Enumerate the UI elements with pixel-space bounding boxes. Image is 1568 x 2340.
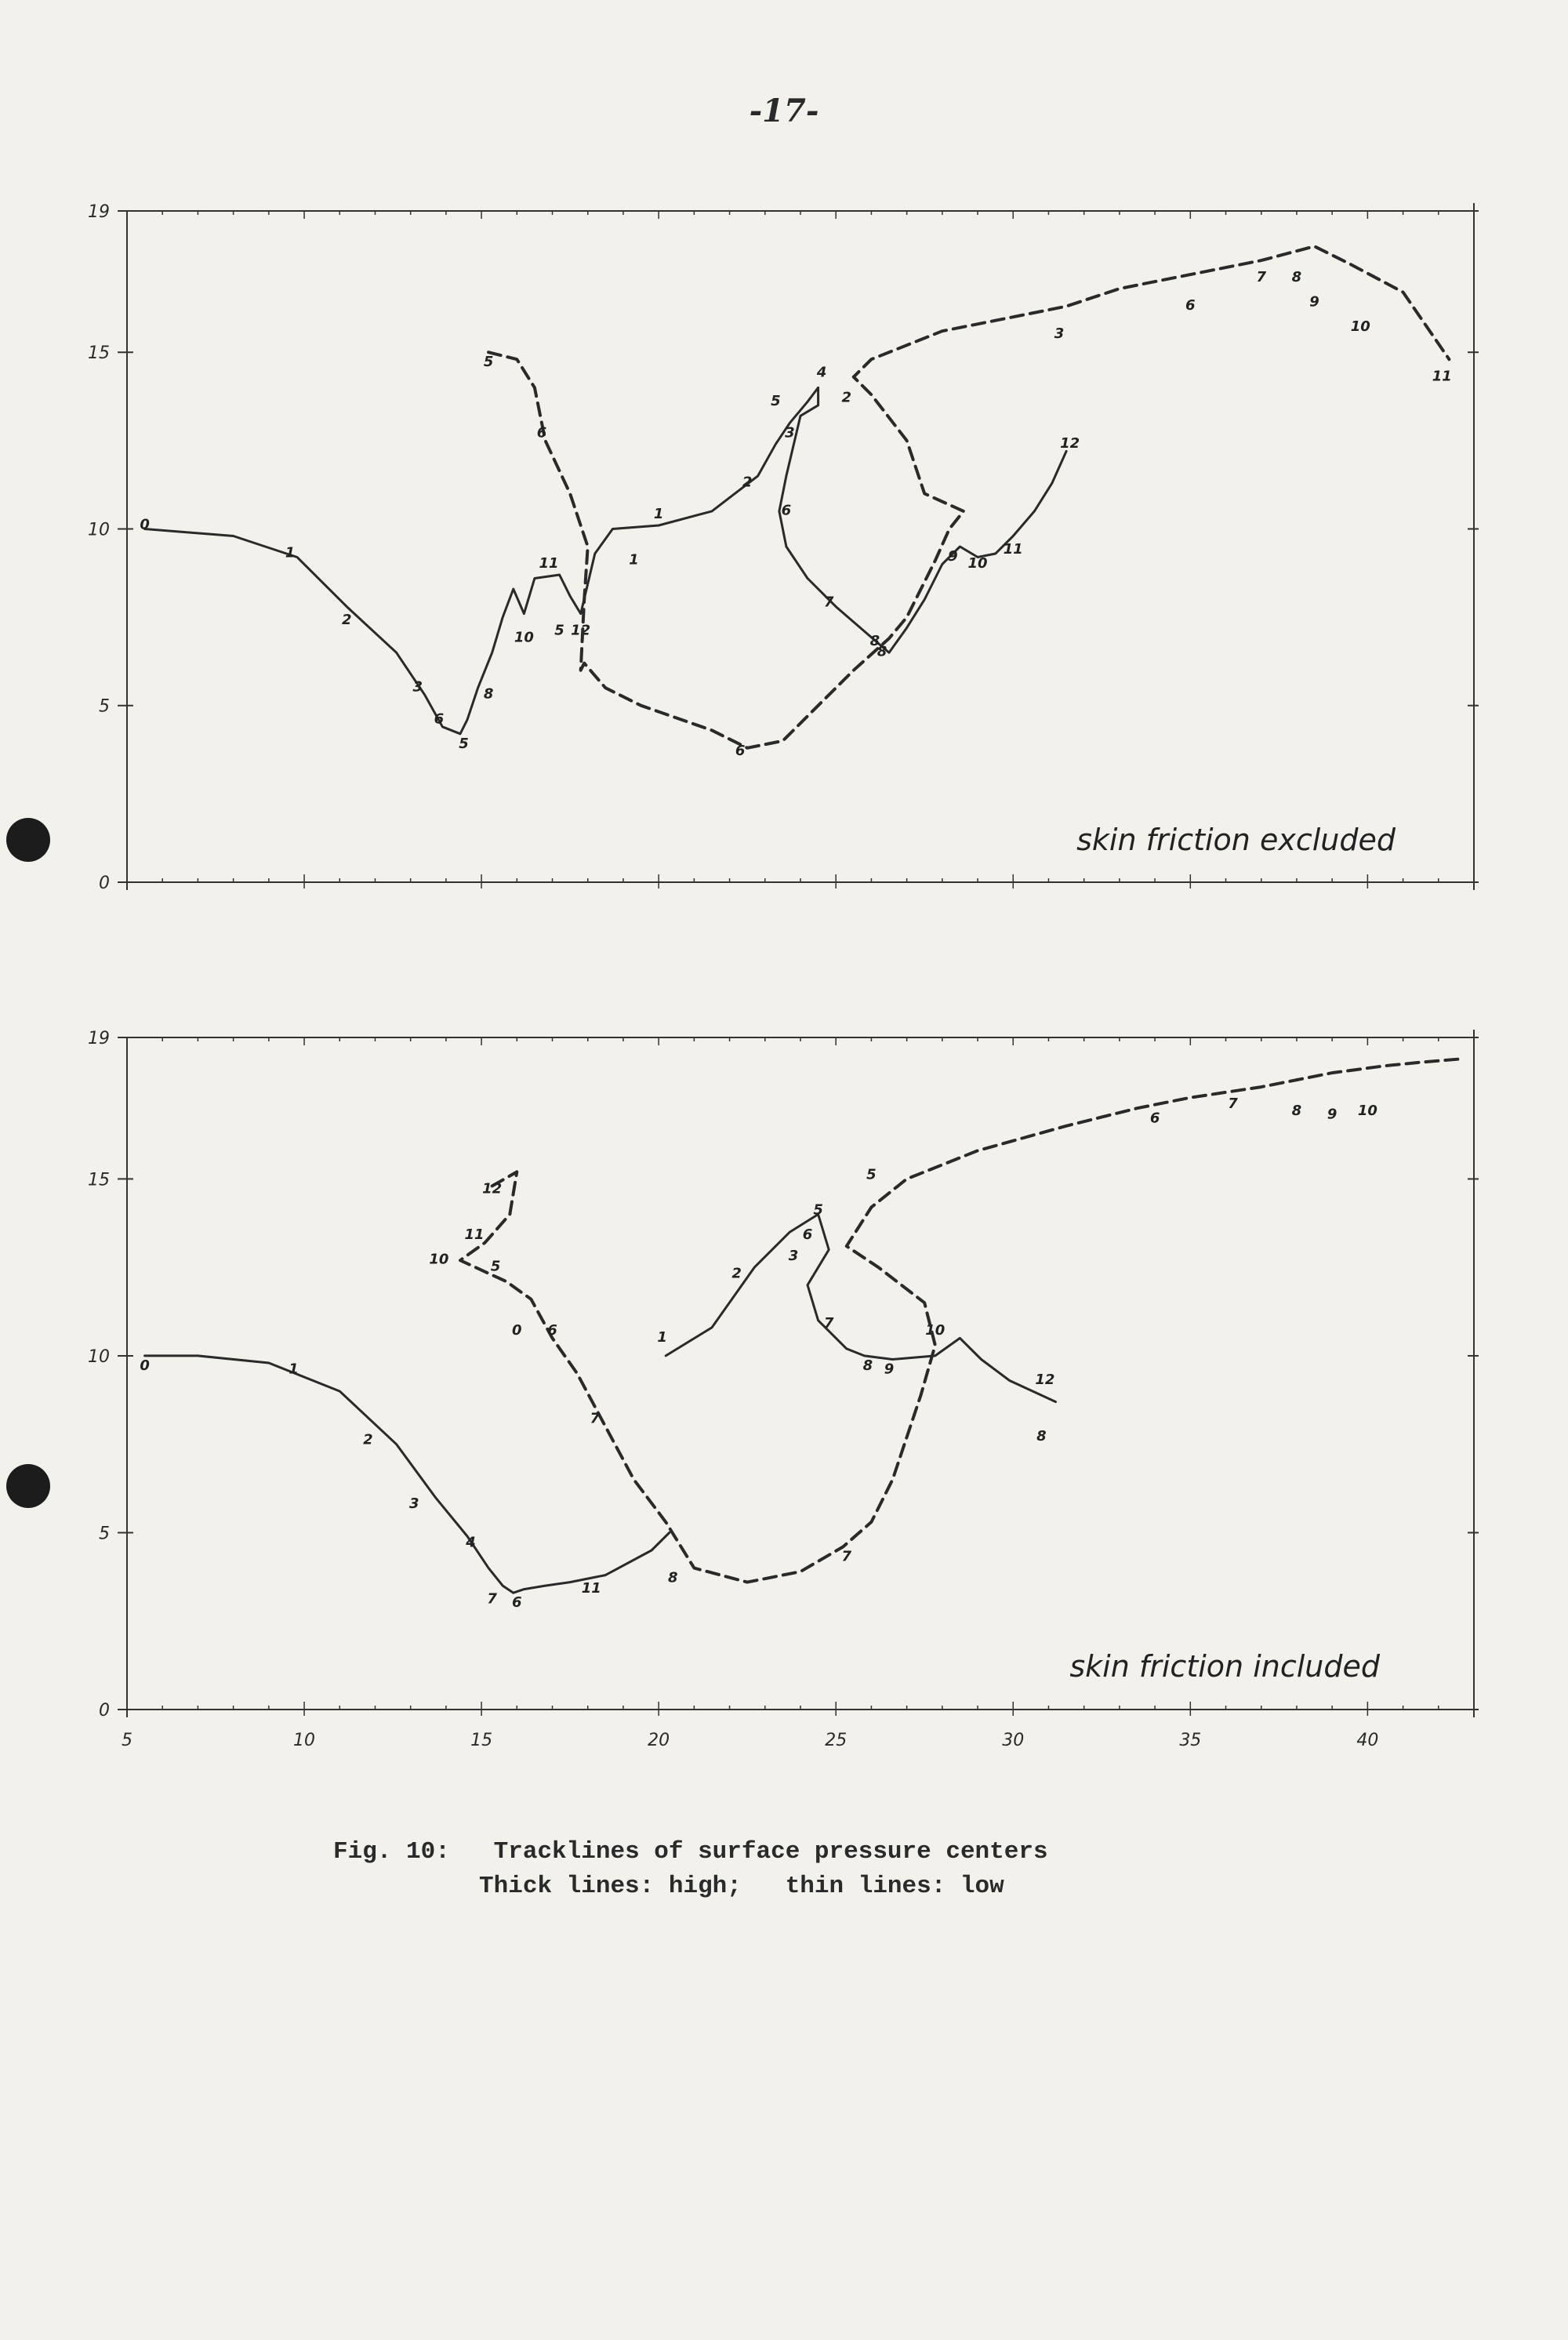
track-point-label: 9 bbox=[1309, 293, 1319, 311]
figure-caption bbox=[333, 1835, 1048, 1904]
track-point-label: 3 bbox=[785, 424, 795, 441]
track-point-label: 5 bbox=[490, 1258, 501, 1275]
track-point-label: 5 bbox=[483, 354, 494, 371]
track-point-label: 11 bbox=[1003, 541, 1023, 558]
track-point-label: 12 bbox=[1035, 1372, 1055, 1389]
track-point-label: 10 bbox=[1350, 318, 1370, 336]
track-point-label: 11 bbox=[581, 1580, 601, 1597]
track-point-label: 3 bbox=[412, 678, 423, 696]
track-point-label: 6 bbox=[781, 502, 792, 519]
trackline-solid bbox=[145, 387, 1067, 734]
trackline-solid bbox=[145, 1356, 670, 1593]
track-point-label: 5 bbox=[554, 622, 564, 639]
track-point-label: 2 bbox=[742, 474, 753, 491]
track-point-label: 6 bbox=[434, 710, 445, 728]
track-point-label: 0 bbox=[512, 1321, 522, 1339]
track-point-label: 8 bbox=[667, 1569, 678, 1586]
track-point-label: 7 bbox=[1228, 1096, 1238, 1113]
caption-line1: Tracklines of surface pressure centers bbox=[493, 1838, 1048, 1866]
panel-title: skin friction excluded bbox=[1076, 823, 1396, 857]
y-tick-label: 10 bbox=[88, 520, 110, 540]
y-tick-label: 15 bbox=[88, 1170, 110, 1190]
track-point-label: 11 bbox=[464, 1226, 485, 1244]
track-point-label: 7 bbox=[1256, 269, 1267, 286]
y-tick-label: 5 bbox=[99, 1524, 110, 1544]
y-tick-label: 15 bbox=[88, 343, 110, 364]
track-point-label: 6 bbox=[536, 424, 547, 441]
track-point-label: 1 bbox=[285, 544, 296, 561]
track-point-label: 8 bbox=[1291, 269, 1302, 286]
x-tick-label: 20 bbox=[648, 1731, 670, 1750]
track-point-label: 1 bbox=[653, 505, 664, 522]
track-point-label: 5 bbox=[813, 1201, 823, 1219]
track-point-label: 10 bbox=[1357, 1103, 1377, 1120]
punch-hole-top bbox=[6, 818, 50, 862]
track-point-label: 4 bbox=[466, 1534, 476, 1551]
track-point-label: 6 bbox=[735, 742, 746, 759]
y-tick-label: 19 bbox=[88, 1029, 110, 1048]
track-point-label: 5 bbox=[771, 392, 781, 409]
track-point-label: 7 bbox=[823, 1314, 834, 1332]
y-tick-label: 0 bbox=[99, 874, 110, 893]
track-point-label: 3 bbox=[1054, 325, 1065, 343]
track-point-label: 6 bbox=[547, 1321, 557, 1339]
x-tick-label: 35 bbox=[1179, 1731, 1202, 1750]
track-point-label: 1 bbox=[629, 551, 639, 569]
y-tick-label: 5 bbox=[99, 696, 110, 717]
track-point-label: 11 bbox=[539, 555, 559, 572]
punch-hole-bottom bbox=[6, 1464, 50, 1508]
track-point-label: 2 bbox=[363, 1431, 373, 1448]
panel-title: skin friction included bbox=[1069, 1649, 1380, 1684]
track-point-label: 5 bbox=[866, 1166, 877, 1183]
x-tick-label: 5 bbox=[122, 1731, 132, 1750]
track-point-label: 8 bbox=[862, 1357, 873, 1374]
track-point-label: 10 bbox=[967, 555, 988, 572]
caption-line2: Thick lines: high; thin lines: low bbox=[479, 1873, 1004, 1900]
track-point-label: 9 bbox=[1327, 1106, 1338, 1123]
track-point-label: 0 bbox=[140, 1357, 150, 1374]
chart-top bbox=[88, 202, 1479, 893]
track-point-label: 2 bbox=[841, 389, 852, 406]
x-tick-label: 25 bbox=[825, 1731, 848, 1750]
track-point-label: 5 bbox=[459, 735, 469, 752]
x-tick-label: 10 bbox=[293, 1731, 316, 1750]
track-point-label: 10 bbox=[925, 1321, 946, 1339]
track-point-label: 1 bbox=[289, 1361, 299, 1378]
track-point-label: 2 bbox=[342, 612, 352, 629]
trackline-dashed bbox=[460, 1059, 1463, 1582]
track-point-label: 11 bbox=[1432, 368, 1452, 385]
trackline-solid bbox=[666, 1215, 1055, 1402]
track-point-label: 10 bbox=[514, 629, 534, 646]
track-point-label: 6 bbox=[1149, 1110, 1160, 1127]
x-tick-label: 40 bbox=[1356, 1731, 1379, 1750]
track-point-label: 8 bbox=[1036, 1428, 1047, 1445]
track-point-label: 7 bbox=[590, 1410, 601, 1427]
track-point-label: 8 bbox=[869, 633, 880, 650]
track-point-label: 7 bbox=[487, 1590, 497, 1608]
track-point-label: 7 bbox=[823, 594, 834, 611]
track-point-label: 6 bbox=[1185, 297, 1196, 314]
track-point-label: 0 bbox=[140, 516, 150, 533]
track-point-label: 6 bbox=[512, 1594, 522, 1611]
track-point-label: 8 bbox=[1291, 1103, 1302, 1120]
track-point-label: 4 bbox=[816, 364, 827, 381]
track-point-label: 8 bbox=[483, 685, 494, 703]
track-point-label: 12 bbox=[571, 622, 591, 639]
track-point-label: 1 bbox=[657, 1328, 667, 1346]
track-point-label: 10 bbox=[429, 1251, 449, 1268]
track-point-label: 9 bbox=[884, 1361, 895, 1378]
y-tick-label: 10 bbox=[88, 1346, 110, 1367]
track-point-label: 12 bbox=[482, 1180, 503, 1197]
track-point-label: 3 bbox=[788, 1248, 799, 1265]
track-point-label: 6 bbox=[802, 1226, 813, 1244]
page-number: -17- bbox=[749, 93, 819, 129]
track-point-label: 3 bbox=[408, 1495, 419, 1512]
track-point-label: 9 bbox=[948, 548, 958, 565]
caption-label: Fig. 10: bbox=[333, 1838, 450, 1866]
track-point-label: 8 bbox=[877, 643, 887, 660]
chart-bottom bbox=[88, 1029, 1479, 1750]
x-tick-label: 15 bbox=[470, 1731, 493, 1750]
y-tick-label: 19 bbox=[88, 202, 110, 222]
trackline-dashed bbox=[488, 246, 1449, 748]
track-point-label: 12 bbox=[1060, 434, 1080, 452]
track-point-label: 2 bbox=[731, 1265, 742, 1282]
y-tick-label: 0 bbox=[99, 1701, 110, 1720]
x-tick-label: 30 bbox=[1002, 1731, 1025, 1750]
track-point-label: 7 bbox=[841, 1548, 852, 1565]
